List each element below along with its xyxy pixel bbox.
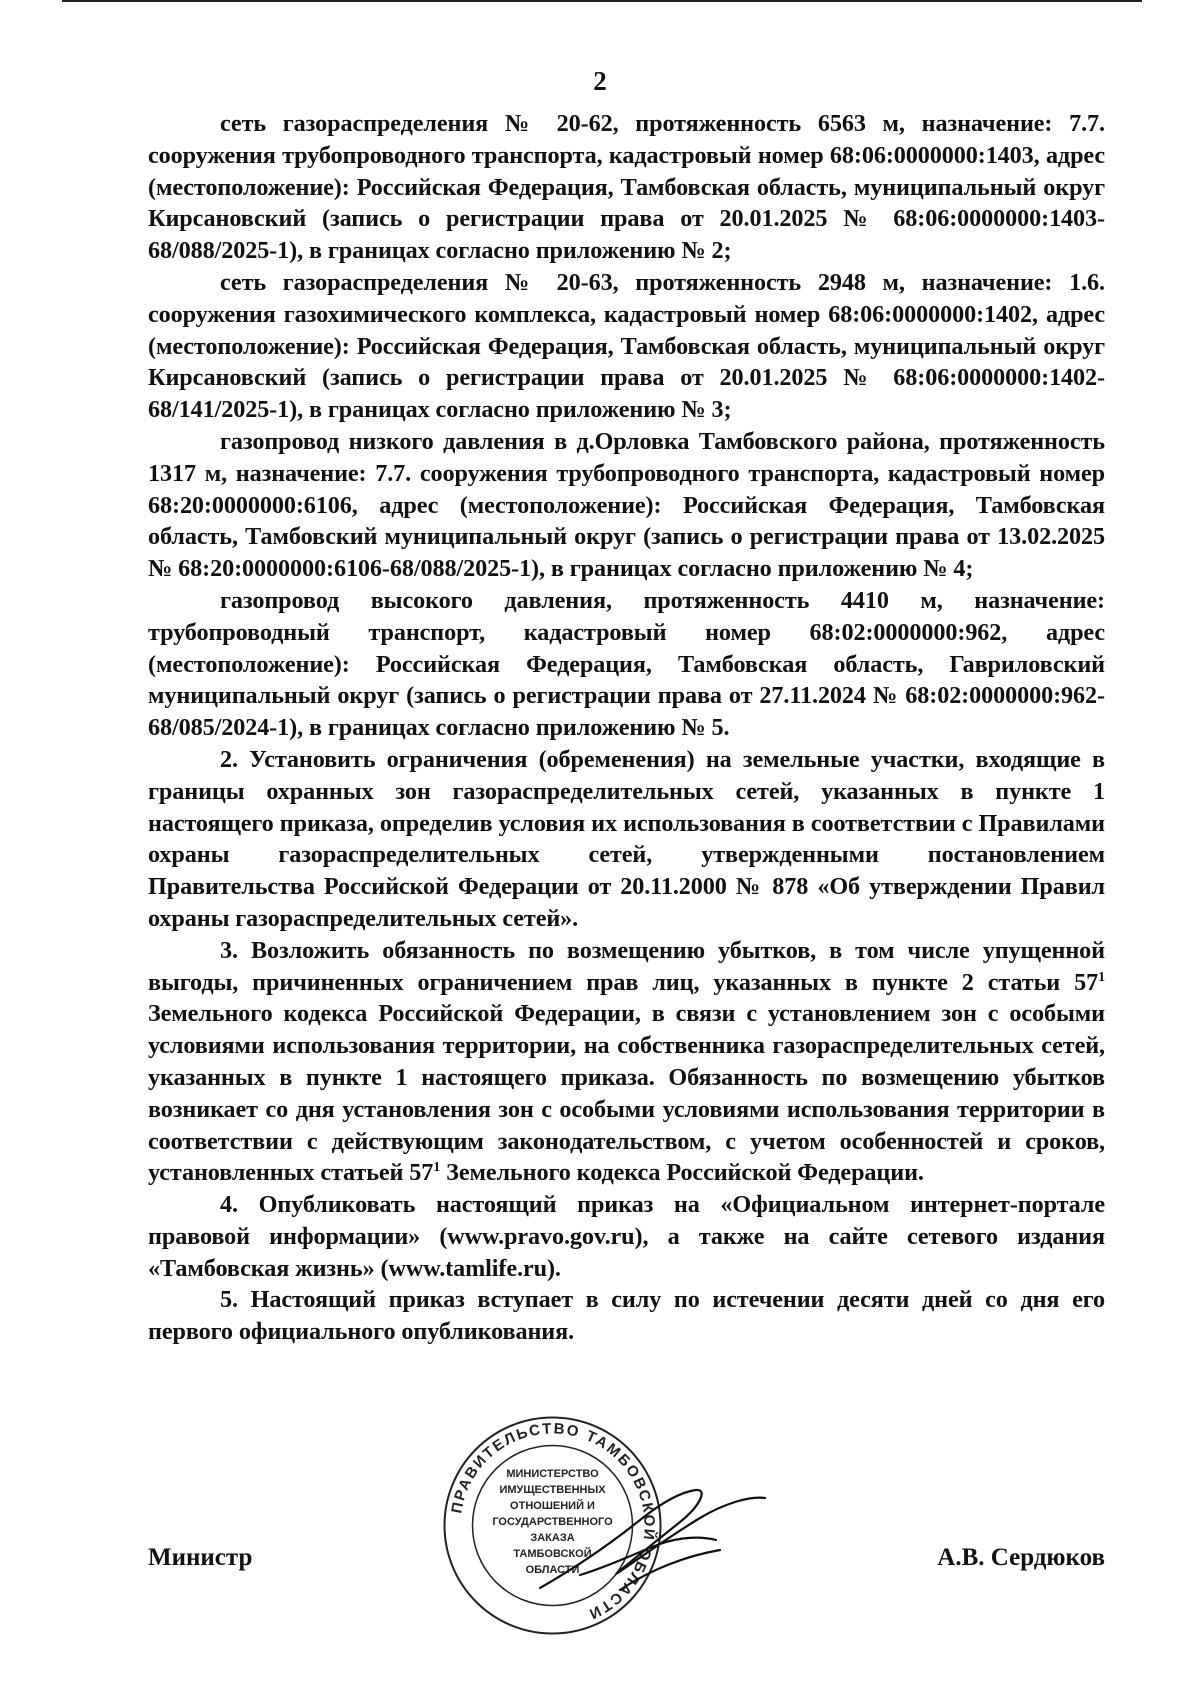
stamp-line: ГОСУДАРСТВЕННОГО [492,1516,613,1528]
paragraph-item-3 [148,935,1105,1189]
signer-role: Министр [148,1544,253,1571]
item-3-text-a: 3. Возложить обязанность по возмещению убытков, в том числе упущенной выгоды, причиненных ограничением прав лиц, указанных в пункте 2 статьи 57 [148,936,1105,996]
stamp-line: ИМУЩЕСТВЕННЫХ [499,1484,606,1496]
stamp-ring-text: ПРАВИТЕЛЬСТВО ТАМБОВСКОЙ ОБЛАСТИ [448,1420,658,1623]
paragraph-high-pressure-pipeline: газопровод высокого давления, протяженность 4410 м, назначение: трубопроводный транспорт, кадастровый номер 68:02:0000000:962, адрес (местоположение): Российская Федерация, Тамбовская область, Гавриловский муниципальный округ (запись о регистрации права от 27.11.2024 № 68:02:0000000:962-68/085/2024-1), в границах согласно приложению № 5. [148,586,1105,742]
paragraph-gas-network-20-63: сеть газораспределения № 20-63, протяженность 2948 м, назначение: 1.6. сооружения газохимического комплекса, кадастровый номер 68:06:0000000:1402, адрес (местоположение): Российская Федерация, Тамбовская область, муниципальный округ Кирсановский (запись о регистрации права от 20.01.2025 № 68:06:0000000:1402-68/141/2025-1), в границах согласно приложению № 3; [148,268,1105,424]
stamp-line: ОБЛАСТИ [525,1564,580,1576]
signature-row [148,1544,1105,1580]
item-3-text-b: Земельного кодекса Российской Федерации, в связи с установлением зон с особыми условиями использования территории, на собственника газораспределительных сетей, указанных в пункте 1 настоящего приказа. Обязанность по возмещению убытков возникает со дня установления зон с особыми условиями использования территории в соответствии с действующим законодательством, с учетом особенностей и сроков, установленных статьей 57 [148,1000,1105,1187]
page-top-border [62,0,1142,6]
stamp-line: ТАМБОВСКОЙ [513,1548,592,1560]
stamp-line: ОТНОШЕНИЙ И [510,1500,595,1512]
stamp-line: ЗАКАЗА [530,1532,575,1544]
signer-name: А.В. Сердюков [937,1544,1105,1571]
page-number: 2 [593,66,607,96]
document-body [148,108,1105,1348]
superscript-1: 1 [1098,969,1105,985]
superscript-2: 1 [433,1160,441,1176]
paragraph-gas-network-20-62: сеть газораспределения № 20-62, протяженность 6563 м, назначение: 7.7. сооружения трубопроводного транспорта, кадастровый номер 68:06:0000000:1403, адрес (местоположение): Российская Федерация, Тамбовская область, муниципальный округ Кирсановский (запись о регистрации права от 20.01.2025 № 68:06:0000000:1403-68/088/2025-1), в границах согласно приложению № 2; [148,110,1105,265]
paragraph-low-pressure-pipeline: газопровод низкого давления в д.Орловка Тамбовского района, протяженность 1317 м, назначение: 7.7. сооружения трубопроводного транспорта, кадастровый номер 68:20:0000000:6106, адрес (местоположение): Российская Федерация, Тамбовская область, Тамбовский муниципальный округ (запись о регистрации права от 13.02.2025 № 68:20:0000000:6106-68/088/2025-1), в границах согласно приложению № 4; [148,427,1105,583]
stamp-line: МИНИСТЕРСТВО [506,1468,599,1480]
item-3-text-c: Земельного кодекса Российской Федерации. [440,1159,924,1187]
paragraph-item-4: 4. Опубликовать настоящий приказ на «Официальном интернет-портале правовой информации» (www.pravo.gov.ru), а также на сайте сетевого издания «Тамбовская жизнь» (www.tamlife.ru). [148,1191,1105,1282]
paragraph-item-5: 5. Настоящий приказ вступает в силу по истечении десяти дней со дня его первого официального опубликования. [148,1286,1105,1346]
paragraph-item-2: 2. Установить ограничения (обременения) на земельные участки, входящие в границы охранных зон газораспределительных сетей, указанных в пункте 1 настоящего приказа, определив условия их использования в соответствии с Правилами охраны газораспределительных сетей, утвержденными постановлением Правительства Российской Федерации от 20.11.2000 № 878 «Об утверждении Правил охраны газораспределительных сетей». [148,745,1105,932]
